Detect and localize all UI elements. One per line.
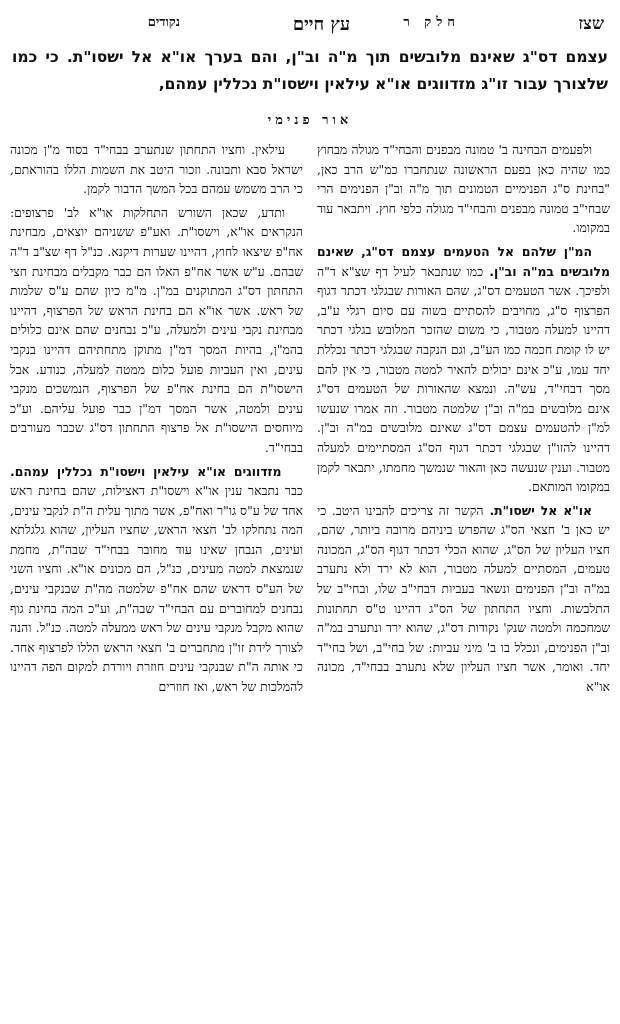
paragraph — [317, 242, 610, 497]
right-column — [317, 140, 610, 1000]
paragraph — [317, 501, 610, 697]
running-header-title: עץ חיים — [292, 14, 350, 35]
paragraph — [10, 203, 303, 458]
running-header-subsection: נקודים — [147, 15, 180, 30]
paragraph-body: ותדע, שכאן השורש התחלקות או"א לב' פרצופים: הנקראים או"א, וישסו"ת. ואע"פ ששניהם יוצאים, מבחינת אח"פ שיצאו לחוץ, דהיינו שערות דיקנא. כנ"ל דף שצ"ב ד"ה שבהם. ע"ש אשר אח"פ האלו הם כבר מקבלים מבחינת חצי התחתון דס"ג המתוקנים במ"ן. מ"מ כיון שהם ע"ס שלמות של ראש. אשר או"א הם בחינת הראש של הפרצוף, דהיינו מבחינת נקבי עינים ולמעלה, ע"כ נבחנים שהם אינם כלולים בהמ"ן, בהיות המסך דמ"ן מתוקן מתחתיהם דהיינו בנקבי עינים, ואין העביות פועל כלום ממטה למעלה, כנודע. אבל הישסו"ת הם בחינת אח"פ של הפרצוף, הנמשכים מנקבי עינים ולמטה, אשר המסך דמ"ן כבר פועל עליהם. וע"כ מיוחסים הישסו"ת אל פרצוף התחתון דס"ג שכבר מעורבים בבחי"ד. — [10, 204, 303, 455]
paragraph — [10, 462, 303, 697]
paragraph-lead: המ"ן שלהם אל הטעמים עצמם דס"ג, שאינם מלובשים במ"ה וב"ן. — [317, 243, 610, 279]
running-header-section: חלק ר — [403, 15, 460, 30]
running-header — [10, 10, 610, 40]
intro-text: עצמם דס"ג שאינם מלובשים תוך מ"ה וב"ן, והם בערך או"א אל ישסו"ת. כי כמו שלצורך עבור זו"ג מזדווגים או"א עילאין וישסו"ת נכללין עמהם, — [12, 48, 608, 93]
paragraph-lead: או"א אל ישסו"ת. — [483, 502, 592, 518]
text-columns — [10, 140, 610, 1000]
section-heading: אור פנימי — [267, 113, 353, 128]
paragraph-lead: מזדווגים או"א עילאין וישסו"ת נכללין עמהם. — [10, 463, 282, 479]
paragraph-body: הקשר זה צריכים להבינו היטב. כי יש כאן ב' חצאי הס"ג שהפרש ביניהם מרובה ביותר, שהם, חציו העליון של הס"ג, שהוא הכלי דכתר דגוף הס"ג, המכונה טעמים, המסתיים למעלה מטבור, הוא לא ירד ולא נתערב במ"ה וב"ן הפנימים ונשאר בעביות דבחי"ב שלו, ובחי"ב של התלבשות. וחציו התחתון של הס"ג דהיינו ט"ס תחתונות שמחכמה ולמטה שנק' נקודות דס"ג, שהוא ירד ונתערב במ"ה וב"ן הפנימים, ונכלל בו ב' מיני עביות: של בחי"ב, ושל בחי"ד יחד. ואומר, אשר חציו העליון שלא נתערב בבחי"ד, מכונה או"א — [317, 502, 610, 695]
paragraph-body: כבר נתבאר ענין או"א וישסו"ת דאצילות, שהם בחינת ראש אחד של ע"ס גו"ר ואח"פ, אשר מתוך עלית ה"ת לנקבי עינים, המה נתחלקו לב' חצאי הראש, שחציו העליון, שהוא גלגלתא ועינים, הנבחן שאינו עוד מחובר בבחי"ד שבה"ת, מחמת שנמצאת למטה מעינים, כנ"ל, הם מכונים או"א. וחציו השני של הע"ס דראש שהם אח"פ שלמטה מה"ת שבנקבי עינים, נבחנים למחוברים עם הבחי"ד שבה"ת, וע"כ המה בחינת גוף שהוא מקבל מנקבי עינים של ראש ממעלה למטה. כנ"ל. והנה לצורך לידת זו"ן מתחברים ב' חצאי הראש הללו לפרצוף אחד. כי אותה ה"ת שבנקבי עינים חוזרת ויורדת למקום הפה דהיינו להמלכות של ראש, ואז חוזרים — [10, 483, 303, 695]
paragraph-body: כמו שנתבאר לעיל דף שצ"א ד"ה ולפיכך. אשר הטעמים דס"ג, שהם האורות שבגלגי דכתר דגוף הפרצוף ס"ג, מחויבים להסתיים בשוה עם סיום רגלי ע"ב, דהיינו למעלה מטבור, כי משום שהזכר המלובש בגלגי דכתר יש לו קומת חכמה כמו הע"ב, וגם הנקבה שבגלגי דכתר נכללת יחד עמו, ע"כ אינם יכולים להאיר למטה מטבור, כי אין להם מסך דבחי"ד, עש"ה. ונמצא שהאורות של הטעמים דס"ג אינם מלובשים במ"ה וב"ן שלמטה מטבור. וזה אמרו שנעשו למ"ן להטעמים עצמם דס"ג שאינם מלובשים במ"ה וב"ן. דהיינו להזו"ן שבגלגי דכתר דגוף הס"ג המסתיימים למעלה מטבור. וענין שנעשה כאן והאור שנמשך מחמתו, יתבאר לקמן במקומו המותאם. — [317, 263, 610, 495]
paragraph-body: ולפעמים הבחינה ב' טמונה מבפנים והבחי"ד מגולה מבחוץ כמו שהיה כאן בפעם הראשונה שנתחברו כמ"ש הרב כאן, "בחינת ס"ג הפנימיים הטמונים תוך מ"ה וב"ן הפנימים הרי שבחי"ב טמונה מבפנים והבחי"ד מגולה כלפי חוץ. ויתבאר עוד במקומו. — [317, 142, 610, 236]
page-number: שצז — [578, 14, 604, 34]
paragraph — [317, 140, 610, 238]
left-column — [10, 140, 303, 1000]
paragraph-body: עילאין. וחציו התחתון שנתערב בבחי"ד בסוד מ"ן מכונה ישראל סבא ותבונה. וזכור היטב את השמות הללו בהוראתם, כי הרב משמש עמהם בכל המשך הדבור לקמן. — [10, 142, 303, 197]
paragraph — [10, 140, 303, 199]
